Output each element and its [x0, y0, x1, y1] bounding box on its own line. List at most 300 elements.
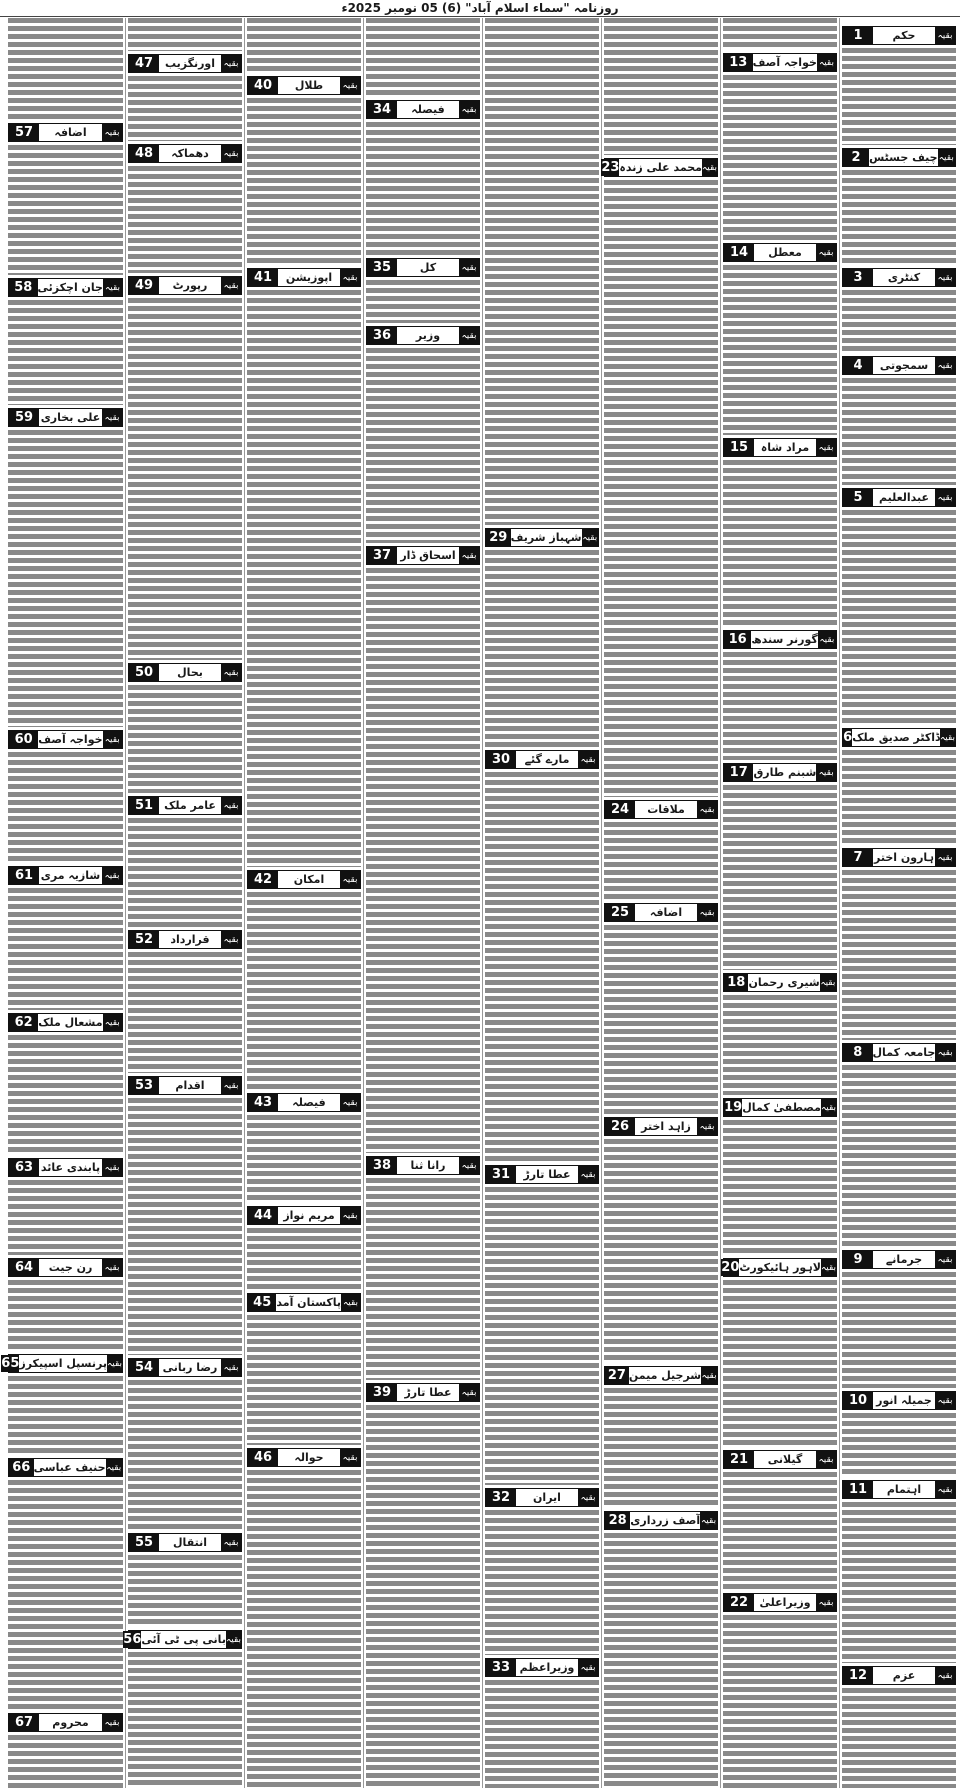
continuation-heading — [842, 268, 956, 287]
continuation-number: 63 — [9, 1159, 39, 1176]
continuation-label: سمجوتی — [879, 359, 929, 372]
baqiya-tag: بقیہ — [702, 159, 717, 176]
continuation-heading — [723, 973, 837, 992]
continuation-label: پابندی عائد — [40, 1161, 101, 1174]
continuation-label: خواجہ آصف — [752, 56, 817, 69]
continuation-label: جمیلہ انور — [876, 1394, 932, 1407]
continuation-label: ڈاکٹر صدیق ملک — [852, 731, 940, 744]
baqiya-tag: بقیہ — [340, 1207, 360, 1224]
baqiya-tag: بقیہ — [340, 871, 360, 888]
article-text-block — [723, 652, 837, 760]
continuation-heading — [842, 1043, 956, 1062]
continuation-heading — [842, 488, 956, 507]
baqiya-tag: بقیہ — [221, 1534, 241, 1551]
baqiya-tag: بقیہ — [935, 1251, 955, 1268]
continuation-number: 39 — [367, 1384, 397, 1401]
continuation-label: رانا ثنا — [410, 1159, 446, 1172]
baqiya-tag: بقیہ — [820, 974, 836, 991]
continuation-heading — [247, 268, 361, 287]
continuation-number: 53 — [129, 1077, 159, 1094]
baqiya-tag: بقیہ — [821, 1259, 836, 1276]
continuation-heading — [723, 1593, 837, 1612]
baqiya-tag: بقیہ — [340, 1449, 360, 1466]
article-text-block — [842, 1272, 956, 1388]
continuation-label: وزیراعلیٰ — [759, 1596, 811, 1609]
continuation-heading — [723, 243, 837, 262]
continuation-number: 10 — [843, 1392, 873, 1409]
text-column-3 — [601, 18, 720, 1788]
continuation-number: 35 — [367, 259, 397, 276]
baqiya-tag: بقیہ — [701, 1367, 717, 1384]
article-text-block — [604, 180, 718, 797]
article-text-block — [723, 460, 837, 627]
continuation-label: کنٹری — [887, 271, 921, 284]
continuation-number: 61 — [9, 867, 39, 884]
continuation-label: عامر ملک — [164, 799, 216, 812]
continuation-number: 52 — [129, 931, 159, 948]
article-text-block — [842, 1065, 956, 1247]
article-text-block — [8, 1735, 123, 1788]
baqiya-tag: بقیہ — [103, 279, 122, 296]
continuation-number: 21 — [724, 1451, 754, 1468]
continuation-heading — [723, 438, 837, 457]
baqiya-tag: بقیہ — [578, 1659, 598, 1676]
continuation-label: رن جیت — [48, 1261, 93, 1274]
article-text-block — [128, 1098, 242, 1355]
continuation-label: وزیر — [415, 329, 441, 342]
continuation-number: 2 — [843, 149, 869, 166]
continuation-number: 12 — [843, 1667, 873, 1684]
baqiya-tag: بقیہ — [578, 1489, 598, 1506]
continuation-label: شیری رحمان — [748, 976, 820, 989]
article-text-block — [485, 772, 599, 1162]
baqiya-tag: بقیہ — [817, 54, 836, 71]
article-text-block — [723, 1615, 837, 1788]
article-text-block — [723, 75, 837, 240]
article-text-block — [366, 280, 480, 323]
baqiya-tag: بقیہ — [221, 277, 241, 294]
baqiya-tag: بقیہ — [221, 55, 241, 72]
article-text-block — [8, 430, 123, 727]
continuation-number: 11 — [843, 1481, 873, 1498]
article-text-block — [485, 18, 599, 525]
continuation-heading — [128, 663, 242, 682]
baqiya-tag: بقیہ — [816, 244, 836, 261]
baqiya-tag: بقیہ — [935, 1667, 955, 1684]
continuation-number: 4 — [843, 357, 873, 374]
continuation-label: عزم — [892, 1669, 916, 1682]
continuation-heading — [8, 408, 123, 427]
baqiya-tag: بقیہ — [340, 269, 360, 286]
continuation-heading — [366, 258, 480, 277]
continuation-heading — [366, 326, 480, 345]
continuation-heading — [842, 728, 956, 747]
continuation-number: 67 — [9, 1714, 39, 1731]
continuation-number: 40 — [248, 77, 278, 94]
article-text-block — [842, 1502, 956, 1663]
text-column-5 — [363, 18, 482, 1788]
baqiya-tag: بقیہ — [107, 1355, 122, 1372]
continuation-label: پاکستان آمد — [276, 1296, 342, 1309]
continuation-heading — [485, 1488, 599, 1507]
continuation-heading — [247, 1093, 361, 1112]
baqiya-tag: بقیہ — [578, 751, 598, 768]
article-text-block — [247, 98, 361, 265]
continuation-label: طلال — [294, 79, 324, 92]
continuation-heading — [485, 1165, 599, 1184]
baqiya-tag: بقیہ — [935, 1392, 955, 1409]
text-column-6 — [244, 18, 363, 1788]
continuation-heading — [8, 278, 123, 297]
continuation-label: حکم — [892, 29, 916, 42]
text-column-7 — [125, 18, 244, 1788]
continuation-number: 9 — [843, 1251, 873, 1268]
continuation-columns — [2, 18, 958, 1788]
article-text-block — [8, 300, 123, 405]
article-text-block — [723, 1472, 837, 1590]
article-text-block — [723, 18, 837, 50]
continuation-number: 47 — [129, 55, 159, 72]
continuation-number: 3 — [843, 269, 873, 286]
article-text-block — [8, 1480, 123, 1710]
continuation-number: 42 — [248, 871, 278, 888]
continuation-number: 64 — [9, 1259, 39, 1276]
baqiya-tag: بقیہ — [226, 1631, 241, 1648]
continuation-heading — [723, 1098, 837, 1117]
continuation-number: 51 — [129, 797, 159, 814]
continuation-heading — [247, 1293, 361, 1312]
baqiya-tag: بقیہ — [459, 101, 479, 118]
continuation-number: 48 — [129, 145, 159, 162]
continuation-number: 8 — [843, 1044, 873, 1061]
continuation-label: شہباز شریف — [510, 531, 582, 544]
article-text-block — [247, 1315, 361, 1445]
article-text-block — [247, 290, 361, 867]
continuation-label: رضا ربانی — [162, 1361, 218, 1374]
text-column-4 — [482, 18, 601, 1788]
baqiya-tag: بقیہ — [459, 259, 479, 276]
text-column-2 — [720, 18, 839, 1788]
continuation-number: 15 — [724, 439, 754, 456]
continuation-label: شازیہ مری — [40, 869, 101, 882]
article-text-block — [247, 1470, 361, 1788]
article-text-block — [723, 265, 837, 435]
continuation-heading — [247, 1206, 361, 1225]
continuation-label: علی بخاری — [40, 411, 101, 424]
baqiya-tag: بقیہ — [697, 801, 717, 818]
article-text-block — [8, 752, 123, 863]
continuation-heading — [604, 1511, 718, 1530]
continuation-number: 25 — [605, 904, 635, 921]
baqiya-tag: بقیہ — [821, 1099, 836, 1116]
baqiya-tag: بقیہ — [459, 1157, 479, 1174]
article-text-block — [128, 298, 242, 660]
article-text-block — [842, 750, 956, 845]
continuation-label: ایران — [533, 1491, 561, 1504]
continuation-label: معطل — [768, 246, 802, 259]
continuation-heading — [842, 148, 956, 167]
article-text-block — [366, 1405, 480, 1788]
newspaper-name: روزنامہ "سماء اسلام آباد" — [465, 1, 619, 15]
baqiya-tag: بقیہ — [816, 1594, 836, 1611]
article-text-block — [128, 18, 242, 51]
continuation-number: 16 — [724, 631, 751, 648]
continuation-number: 60 — [9, 731, 38, 748]
continuation-label: مریم نواز — [283, 1209, 335, 1222]
article-text-block — [366, 348, 480, 543]
continuation-number: 41 — [248, 269, 278, 286]
continuation-heading — [8, 730, 123, 749]
continuation-label: جامعہ کمال — [872, 1046, 936, 1059]
baqiya-tag: بقیہ — [938, 149, 955, 166]
continuation-heading — [842, 356, 956, 375]
continuation-heading — [1, 1354, 123, 1373]
baqiya-tag: بقیہ — [221, 664, 241, 681]
article-text-block — [8, 145, 123, 275]
continuation-label: بحال — [177, 666, 203, 679]
continuation-heading — [723, 763, 837, 782]
continuation-heading — [723, 1450, 837, 1469]
continuation-label: کل — [419, 261, 437, 274]
continuation-number: 58 — [9, 279, 38, 296]
continuation-number: 28 — [605, 1512, 630, 1529]
continuation-heading — [366, 1156, 480, 1175]
baqiya-tag: بقیہ — [935, 489, 955, 506]
article-text-block — [604, 1533, 718, 1788]
article-text-block — [604, 18, 718, 155]
continuation-number: 43 — [248, 1094, 278, 1111]
article-text-block — [128, 1652, 242, 1788]
continuation-heading — [8, 1258, 123, 1277]
article-text-block — [247, 18, 361, 73]
baqiya-tag: بقیہ — [816, 764, 836, 781]
continuation-label: اضافہ — [649, 906, 683, 919]
continuation-number: 13 — [724, 54, 753, 71]
continuation-heading — [128, 1533, 242, 1552]
continuation-label: مراد شاہ — [760, 441, 810, 454]
continuation-label: محروم — [52, 1716, 89, 1729]
continuation-number: 50 — [129, 664, 159, 681]
continuation-label: عبدالعلیم — [878, 491, 930, 504]
article-text-block — [8, 1376, 123, 1455]
baqiya-tag: بقیہ — [102, 1159, 122, 1176]
continuation-number: 26 — [605, 1118, 635, 1135]
continuation-number: 49 — [129, 277, 159, 294]
continuation-label: دھماکہ — [171, 147, 209, 160]
baqiya-tag: بقیہ — [697, 1118, 717, 1135]
baqiya-tag: بقیہ — [221, 145, 241, 162]
continuation-number: 30 — [486, 751, 516, 768]
continuation-heading — [723, 1258, 837, 1277]
continuation-number: 46 — [248, 1449, 278, 1466]
baqiya-tag: بقیہ — [103, 731, 122, 748]
continuation-heading — [842, 848, 956, 867]
continuation-heading — [485, 750, 599, 769]
article-text-block — [128, 76, 242, 141]
continuation-label: اسحاق ڈار — [400, 549, 456, 562]
continuation-label: اضافہ — [54, 126, 87, 139]
continuation-number: 56 — [123, 1632, 142, 1647]
article-text-block — [366, 1178, 480, 1380]
continuation-label: ہارون اختر — [874, 851, 934, 864]
continuation-label: قرارداد — [170, 933, 210, 946]
continuation-heading — [604, 1117, 718, 1136]
article-text-block — [8, 1280, 123, 1351]
article-text-block — [485, 550, 599, 747]
continuation-label: مارے گئے — [524, 753, 570, 766]
continuation-label: مشعال ملک — [38, 1016, 103, 1029]
continuation-label: مصطفیٰ کمال — [742, 1101, 821, 1114]
continuation-label: عطا تارڑ — [404, 1386, 452, 1399]
continuation-label: پرنسپل اسپیکرز — [19, 1357, 107, 1370]
article-text-block — [128, 1555, 242, 1627]
continuation-label: اورنگزیب — [164, 57, 216, 70]
continuation-heading — [842, 1391, 956, 1410]
continuation-heading — [123, 1630, 242, 1649]
text-column-8 — [1, 18, 125, 1788]
continuation-heading — [842, 1666, 956, 1685]
continuation-number: 54 — [129, 1359, 159, 1376]
baqiya-tag: بقیہ — [578, 1166, 598, 1183]
article-text-block — [842, 48, 956, 145]
baqiya-tag: بقیہ — [818, 631, 836, 648]
baqiya-tag: بقیہ — [582, 529, 598, 546]
baqiya-tag: بقیہ — [102, 409, 122, 426]
article-text-block — [8, 18, 123, 120]
continuation-label: اقدام — [175, 1079, 205, 1092]
continuation-label: امکان — [293, 873, 325, 886]
continuation-label: چیف جسٹس — [869, 151, 938, 164]
baqiya-tag: بقیہ — [697, 904, 717, 921]
article-text-block — [723, 995, 837, 1095]
page-number: (6) — [441, 1, 462, 15]
continuation-number: 32 — [486, 1489, 516, 1506]
continuation-label: رپورٹ — [172, 279, 208, 292]
article-text-block — [842, 170, 956, 265]
continuation-heading — [247, 1448, 361, 1467]
baqiya-tag: بقیہ — [340, 77, 360, 94]
baqiya-tag: بقیہ — [935, 357, 955, 374]
continuation-label: اہتمام — [886, 1483, 922, 1496]
continuation-heading — [485, 528, 599, 547]
continuation-heading — [8, 123, 123, 142]
article-text-block — [842, 290, 956, 353]
continuation-heading — [842, 26, 956, 45]
continuation-number: 55 — [129, 1534, 159, 1551]
article-text-block — [723, 785, 837, 970]
continuation-label: آصف زرداری — [630, 1514, 701, 1527]
continuation-heading — [8, 1458, 123, 1477]
continuation-heading — [128, 54, 242, 73]
masthead — [0, 0, 960, 17]
continuation-heading — [723, 53, 837, 72]
article-text-block — [723, 1280, 837, 1447]
baqiya-tag: بقیہ — [221, 1077, 241, 1094]
continuation-number: 44 — [248, 1207, 278, 1224]
continuation-heading — [723, 630, 837, 649]
continuation-number: 6 — [843, 730, 853, 745]
baqiya-tag: بقیہ — [935, 1044, 955, 1061]
continuation-label: انتقال — [173, 1536, 207, 1549]
continuation-number: 19 — [724, 1100, 743, 1115]
continuation-heading — [128, 796, 242, 815]
continuation-label: حوالہ — [294, 1451, 324, 1464]
continuation-heading — [366, 546, 480, 565]
continuation-heading — [8, 1713, 123, 1732]
continuation-label: شرجیل میمن — [628, 1369, 702, 1382]
continuation-heading — [247, 76, 361, 95]
continuation-heading — [247, 870, 361, 889]
baqiya-tag: بقیہ — [106, 1459, 122, 1476]
continuation-heading — [128, 1076, 242, 1095]
article-text-block — [485, 1510, 599, 1655]
continuation-label: جان اچکزئی — [37, 281, 103, 294]
article-text-block — [842, 870, 956, 1040]
article-text-block — [128, 685, 242, 793]
article-text-block — [128, 1380, 242, 1530]
baqiya-tag: بقیہ — [221, 1359, 241, 1376]
continuation-heading — [604, 903, 718, 922]
baqiya-tag: بقیہ — [341, 1294, 360, 1311]
continuation-label: وزیراعظم — [519, 1661, 575, 1674]
continuation-heading — [604, 800, 718, 819]
article-text-block — [247, 892, 361, 1090]
article-text-block — [8, 1180, 123, 1255]
continuation-label: خواجہ آصف — [38, 733, 103, 746]
continuation-number: 59 — [9, 409, 39, 426]
continuation-heading — [128, 276, 242, 295]
continuation-number: 66 — [9, 1459, 34, 1476]
continuation-label: جرمانے — [885, 1253, 923, 1266]
continuation-heading — [842, 1480, 956, 1499]
baqiya-tag: بقیہ — [700, 1512, 717, 1529]
article-text-block — [604, 925, 718, 1114]
article-text-block — [366, 18, 480, 97]
article-text-block — [723, 1120, 837, 1255]
continuation-number: 17 — [724, 764, 753, 781]
baqiya-tag: بقیہ — [103, 1014, 122, 1031]
baqiya-tag: بقیہ — [459, 327, 479, 344]
article-text-block — [128, 952, 242, 1073]
continuation-label: فیصلہ — [292, 1096, 326, 1109]
continuation-label: لاہور ہائیکورٹ — [739, 1261, 821, 1274]
article-text-block — [128, 166, 242, 273]
continuation-label: گیلانی — [767, 1453, 803, 1466]
continuation-number: 22 — [724, 1594, 754, 1611]
baqiya-tag: بقیہ — [816, 1451, 836, 1468]
continuation-heading — [485, 1658, 599, 1677]
continuation-number: 57 — [9, 124, 39, 141]
continuation-heading — [128, 1358, 242, 1377]
article-text-block — [128, 818, 242, 927]
article-text-block — [8, 1035, 123, 1155]
continuation-number: 33 — [486, 1659, 516, 1676]
baqiya-tag: بقیہ — [816, 439, 836, 456]
continuation-label: محمد علی زندہ — [619, 161, 702, 174]
continuation-number: 36 — [367, 327, 397, 344]
continuation-number: 1 — [843, 27, 873, 44]
continuation-label: عطا تارڑ — [523, 1168, 571, 1181]
baqiya-tag: بقیہ — [340, 1094, 360, 1111]
continuation-number: 5 — [843, 489, 873, 506]
continuation-heading — [128, 930, 242, 949]
article-text-block — [604, 1388, 718, 1508]
issue-date: 05 نومبر 2025ء — [341, 1, 438, 15]
continuation-number: 45 — [248, 1294, 276, 1311]
continuation-label: ملاقات — [647, 803, 685, 816]
article-text-block — [366, 568, 480, 1153]
continuation-number: 27 — [605, 1367, 629, 1384]
